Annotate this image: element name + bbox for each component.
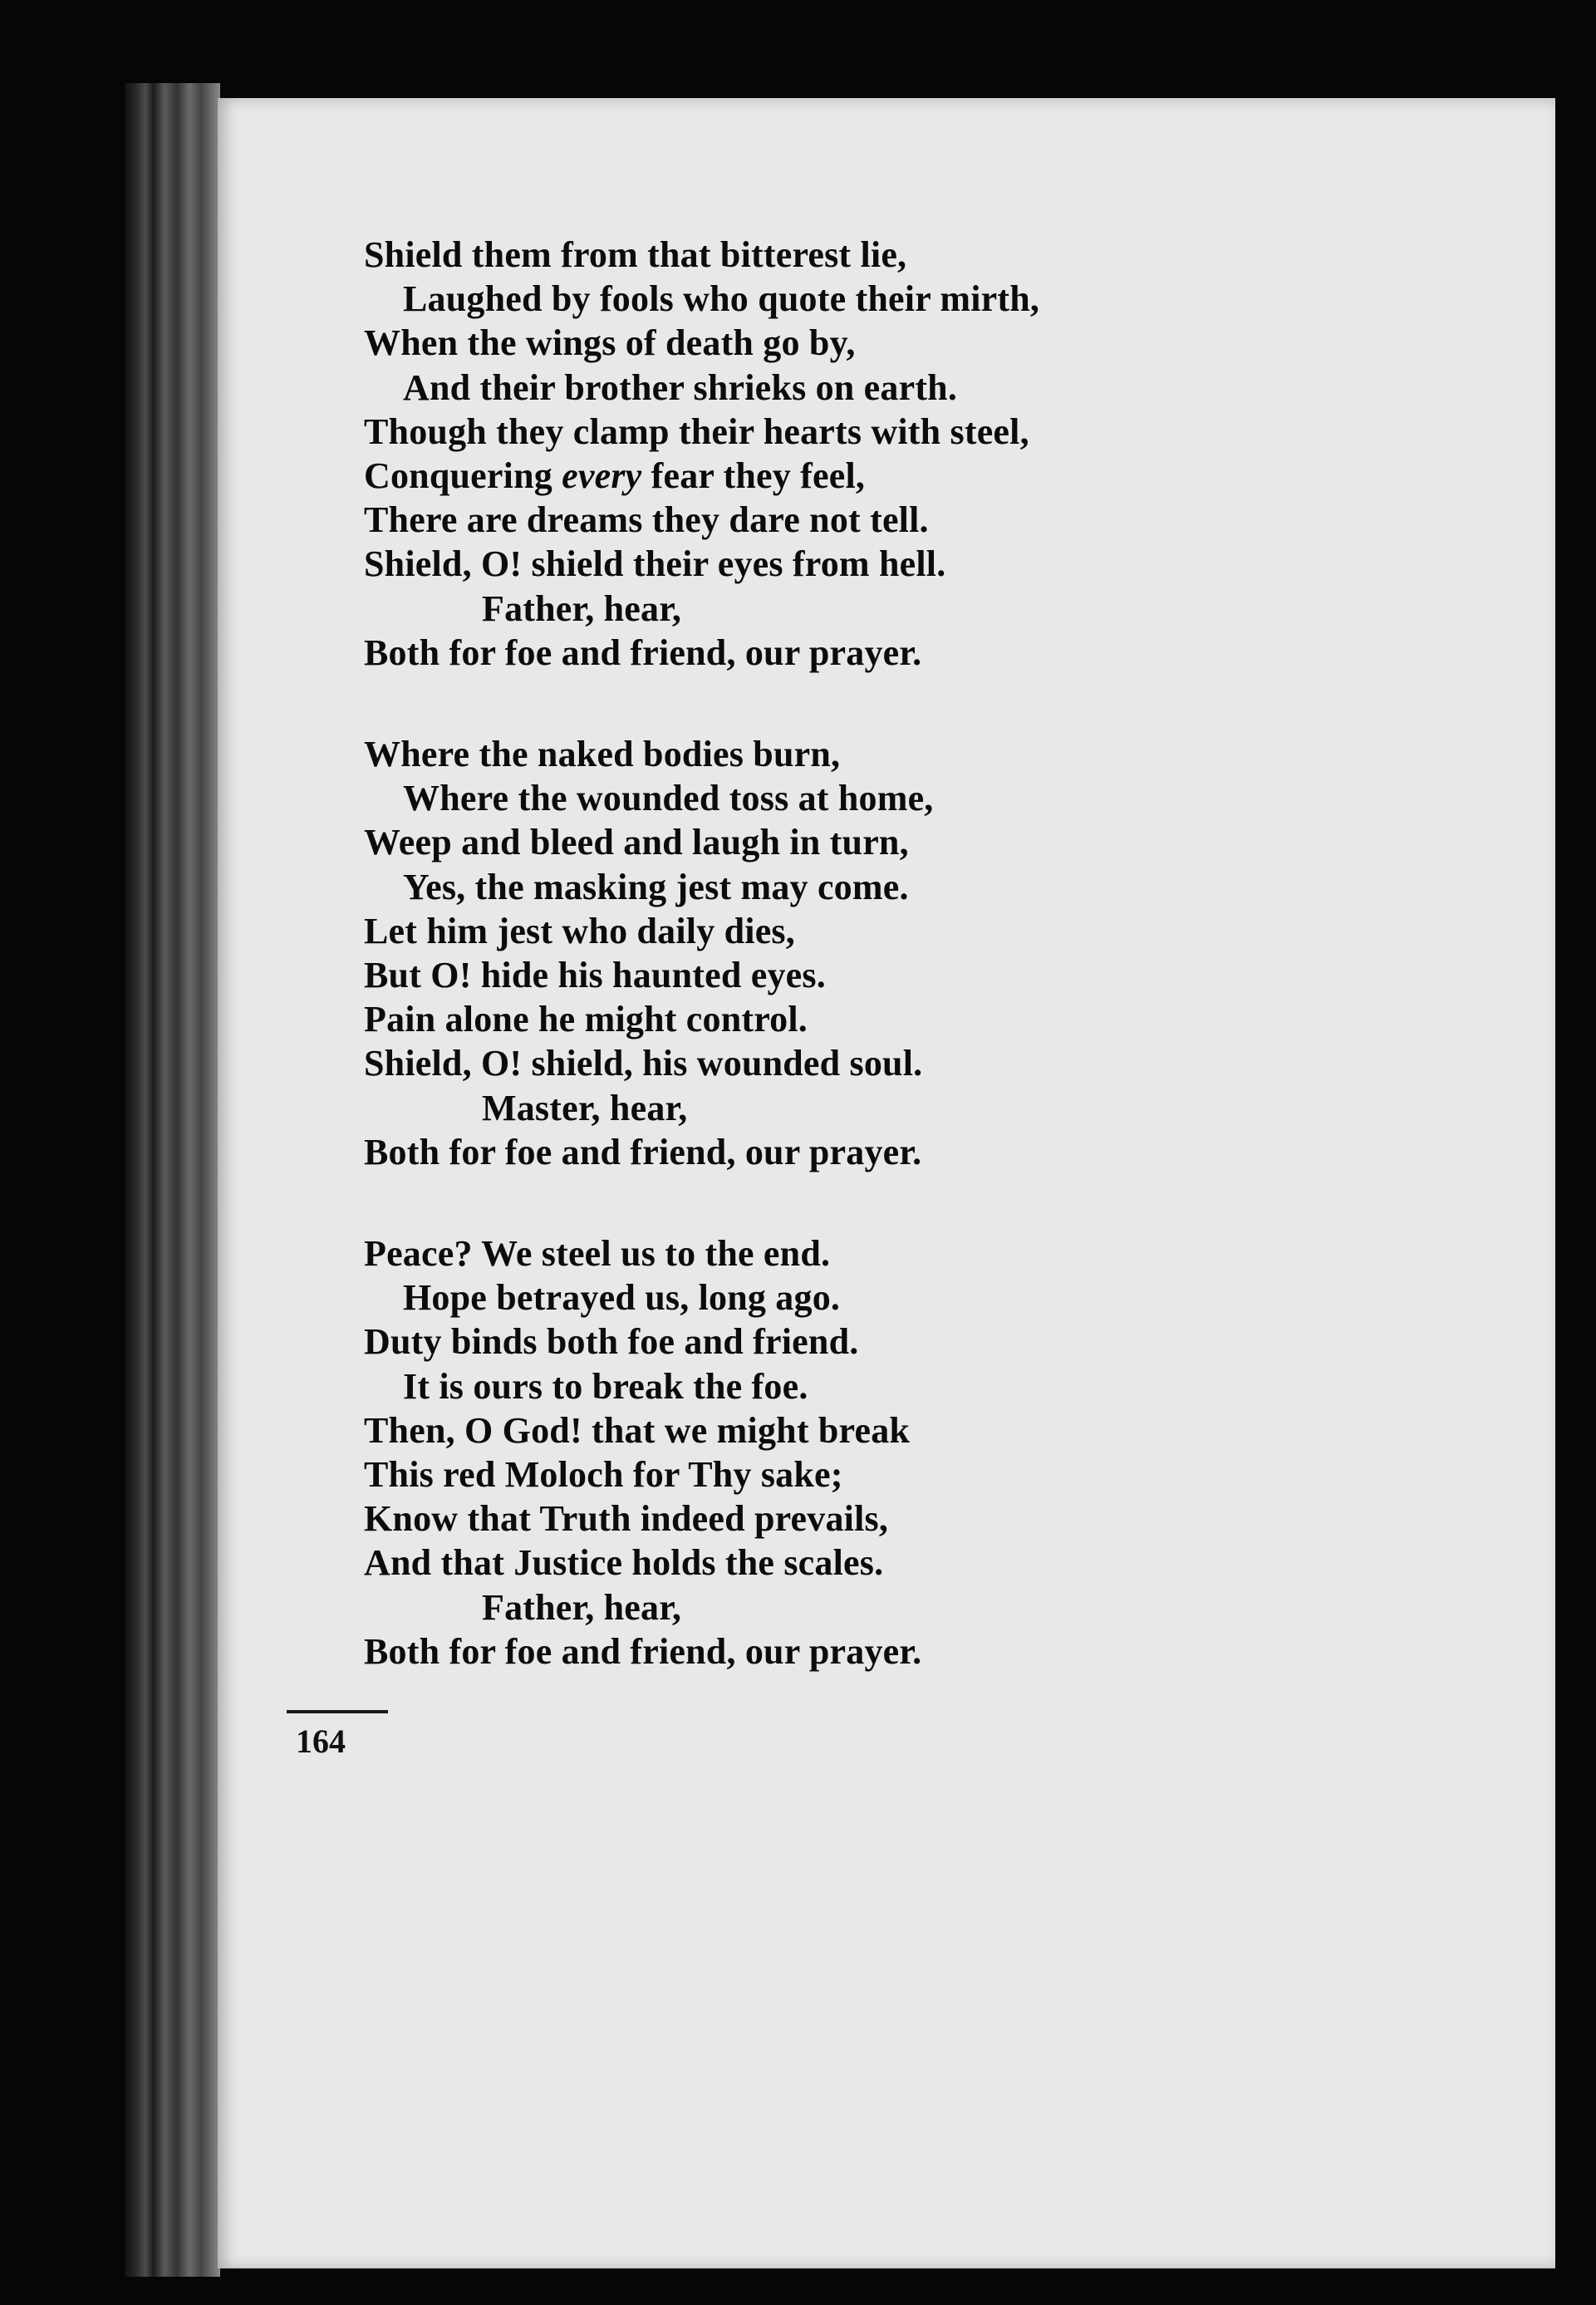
poem-line: Both for foe and friend, our prayer. bbox=[364, 1630, 922, 1672]
poem-line: Shield them from that bitterest lie, bbox=[364, 234, 907, 275]
poem-line: And that Justice holds the scales. bbox=[364, 1542, 884, 1584]
poem-line: But O! hide his haunted eyes. bbox=[364, 955, 826, 996]
poem-line: Yes, the masking jest may come. bbox=[403, 866, 909, 907]
book-gutter bbox=[125, 83, 220, 2277]
poem-line: Though they clamp their hearts with steel, bbox=[364, 410, 1029, 452]
poem-line: Know that Truth indeed prevails, bbox=[364, 1498, 889, 1540]
stanza-3 bbox=[364, 1231, 1328, 1673]
poem-line: Then, O God! that we might break bbox=[364, 1409, 911, 1451]
poem-line: Master, hear, bbox=[482, 1087, 688, 1128]
poem-line: Father, hear, bbox=[482, 587, 682, 629]
page-number: 164 bbox=[296, 1723, 346, 1760]
poem-line: Laughed by fools who quote their mirth, bbox=[403, 278, 1040, 320]
poem-line: Peace? We steel us to the end. bbox=[364, 1233, 831, 1275]
poem-line: This red Moloch for Thy sake; bbox=[364, 1454, 843, 1496]
poem-line: Weep and bleed and laugh in turn, bbox=[364, 822, 909, 863]
poem-line: Shield, O! shield their eyes from hell. bbox=[364, 543, 946, 585]
poem-line: There are dreams they dare not tell. bbox=[364, 499, 929, 541]
stanza-1 bbox=[364, 233, 1328, 675]
poem-line: Both for foe and friend, our prayer. bbox=[364, 1131, 922, 1172]
poem-line: When the wings of death go by, bbox=[364, 322, 856, 364]
poem-line: Let him jest who daily dies, bbox=[364, 910, 795, 951]
poem-line: Where the wounded toss at home, bbox=[403, 778, 934, 819]
poem-line: Shield, O! shield, his wounded soul. bbox=[364, 1043, 923, 1084]
poem-line: Both for foe and friend, our prayer. bbox=[364, 632, 922, 673]
poem-line: It is ours to break the foe. bbox=[403, 1365, 808, 1407]
poem-line: And their brother shrieks on earth. bbox=[403, 366, 958, 408]
page-number-rule bbox=[287, 1710, 388, 1713]
poem-line: Where the naked bodies burn, bbox=[364, 734, 841, 775]
poem-line: Duty binds both foe and friend. bbox=[364, 1321, 859, 1363]
poem-body bbox=[364, 233, 1328, 1731]
poem-line: Father, hear, bbox=[482, 1586, 682, 1628]
stanza-2 bbox=[364, 732, 1328, 1174]
poem-line: Hope betrayed us, long ago. bbox=[403, 1277, 841, 1319]
poem-line: Conquering every fear they feel, bbox=[364, 455, 866, 497]
poem-line: Pain alone he might control. bbox=[364, 999, 808, 1040]
